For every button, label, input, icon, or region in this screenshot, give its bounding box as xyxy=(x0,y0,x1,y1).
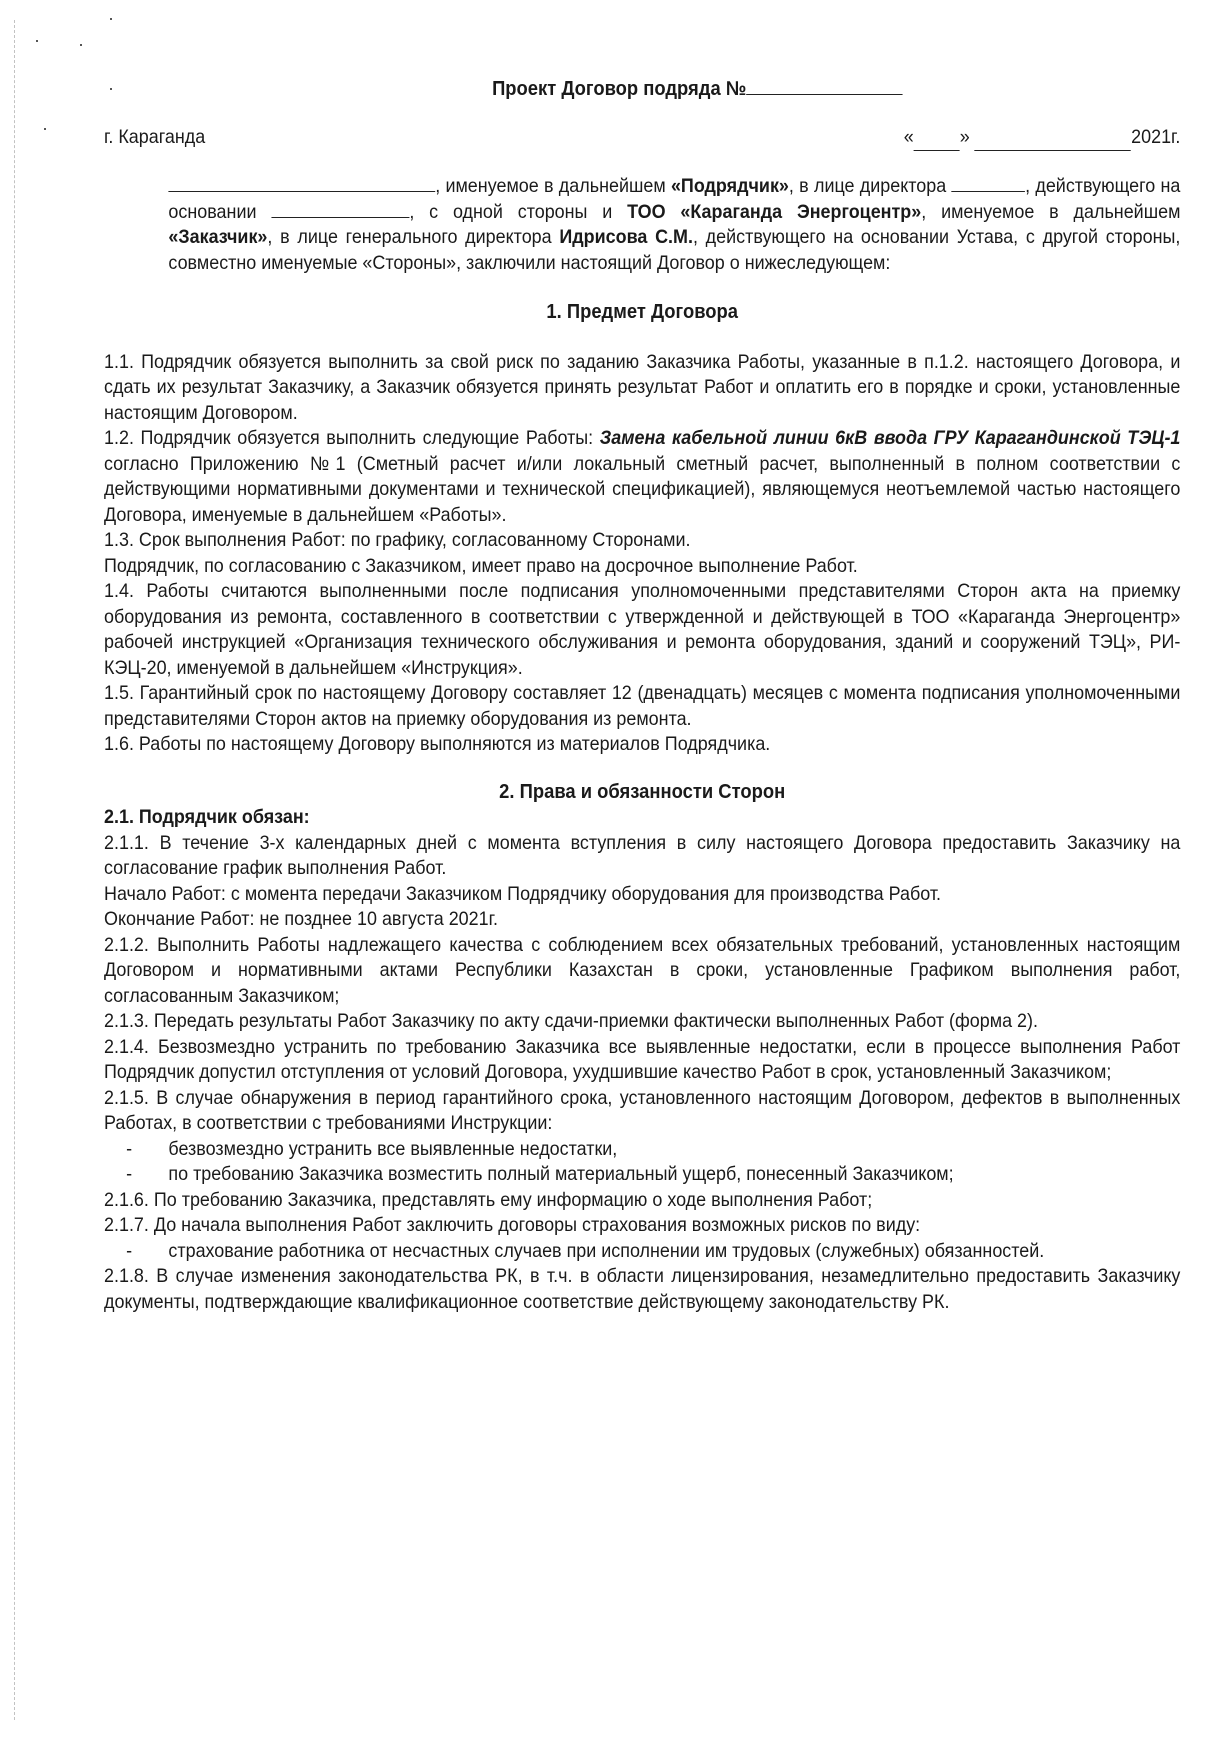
clause-1-2: 1.2. Подрядчик обязуется выполнить следующие Работы: Замена кабельной линии 6кВ ввода ГРУ Карагандинской ТЭЦ-1 согласно Приложению №1 (Сметный расчет и/или локальный сметный расчет, выполненный в полном соответствии с действующими нормативными документами и технической спецификацией), являющемуся неотъемлемой частью настоящего Договора, именуемые в дальнейшем «Работы». xyxy=(104,427,1181,526)
clause-2-1-3: 2.1.3. Передать результаты Работ Заказчику по акту сдачи-приемки фактически выполненных Работ (форма 2). xyxy=(104,1010,1038,1032)
work-description: Замена кабельной линии 6кВ ввода ГРУ Карагандинской ТЭЦ-1 xyxy=(599,427,1181,449)
scan-speck xyxy=(44,128,46,130)
clause-2-1-1: 2.1.1. В течение 3-х календарных дней с момента вступления в силу настоящего Договора предоставить Заказчику на согласование график выполнения Работ. xyxy=(104,831,1181,879)
month-blank xyxy=(975,125,1131,152)
document-body xyxy=(104,76,1181,1315)
work-end: Окончание Работ: не позднее 10 августа 2021г. xyxy=(104,908,498,930)
clause-2-1-6: 2.1.6. По требованию Заказчика, представлять ему информацию о ходе выполнения Работ; xyxy=(104,1188,873,1211)
clause-2-1-7: 2.1.7. До начала выполнения Работ заключить договоры страхования возможных рисков по виду: xyxy=(104,1214,921,1236)
clause-1-3-note: Подрядчик, по согласованию с Заказчиком, имеет право на досрочное выполнение Работ. xyxy=(104,554,858,577)
city-date-line xyxy=(104,125,1180,152)
clause-2-1-4: 2.1.4. Безвозмездно устранить по требованию Заказчика все выявленные недостатки, если в процессе выполнения Работ Подрядчик допустил отступления от условий Договора, ухудшившие качество Работ в срок, установленный Заказчиком; xyxy=(104,1035,1181,1083)
bullet-dash: - xyxy=(126,1239,133,1262)
clause-2-1: 2.1. Подрядчик обязан: xyxy=(104,806,310,828)
list-item: - безвозмездно устранить все выявленные недостатки, xyxy=(104,1137,1180,1163)
director-name-blank xyxy=(952,175,1026,192)
contract-number-blank xyxy=(746,76,902,95)
clause-1-3: 1.3. Срок выполнения Работ: по графику, согласованному Сторонами. xyxy=(104,529,691,551)
clause-2-1-5: 2.1.5. В случае обнаружения в период гарантийного срока, установленного настоящим Договором, дефектов в выполненных Работах, в соответствии с требованиями Инструкции: xyxy=(104,1086,1181,1134)
section-1-heading: 1. Предмет Договора xyxy=(546,301,738,323)
clause-2-1-2: 2.1.2. Выполнить Работы надлежащего качества с соблюдением всех обязательных требований, установленных настоящим Договором и нормативными актами Республики Казахстан в сроки, установленные Графиком выполнения работ, согласованным Заказчиком; xyxy=(104,933,1181,1007)
clause-1-4: 1.4. Работы считаются выполненными после подписания уполномоченными представителями Сторон акта на приемку оборудования из ремонта, составленного в соответствии с утвержденной и действующей в ТОО «Караганда Энергоцентр» рабочей инструкцией «Организация технического обслуживания и ремонта оборудования, зданий и сооружений ТЭЦ», РИ-КЭЦ-20, именуемой в дальнейшем «Инструкция». xyxy=(104,580,1181,679)
section-2-heading: 2. Права и обязанности Сторон xyxy=(499,780,786,803)
scan-speck xyxy=(36,40,38,42)
day-blank xyxy=(914,125,960,152)
scan-margin-artifact xyxy=(14,20,16,1720)
clause-1-1: 1.1. Подрядчик обязуется выполнить за свой риск по заданию Заказчика Работы, указанные в п.1.2. настоящего Договора, и сдать их результат Заказчику, а Заказчик обязуется принять результат Работ и оплатить его в порядке и сроки, установленные настоящим Договором. xyxy=(104,350,1181,424)
clause-1-6: 1.6. Работы по настоящему Договору выполняются из материалов Подрядчика. xyxy=(104,733,771,755)
list-item: - по требованию Заказчика возместить полный материальный ущерб, понесенный Заказчиком; xyxy=(104,1162,1180,1188)
scan-speck xyxy=(110,18,112,20)
preamble: , именуемое в дальнейшем «Подрядчик», в лице директора , действующего на основании , с одной стороны и ТОО «Караганда Энергоцентр», именуемое в дальнейшем «Заказчик», в лице генерального директора Идрисова С.М., действующего на основании Устава, с другой стороны, совместно именуемые «Стороны», заключили настоящий Договор о нижеследующем: xyxy=(168,175,1181,274)
clause-2-1-8: 2.1.8. В случае изменения законодательства РК, в т.ч. в области лицензирования, незамедлительно предоставить Заказчику документы, подтверждающие квалификационное соответствие действующему законодательству РК. xyxy=(104,1265,1181,1313)
date-field: « » 2021г. xyxy=(904,125,1181,152)
city: г. Караганда xyxy=(104,125,206,148)
bullet-dash: - xyxy=(126,1163,133,1185)
clause-1-5: 1.5. Гарантийный срок по настоящему Договору составляет 12 (двенадцать) месяцев с момента подписания уполномоченными представителями Сторон актов на приемку оборудования из ремонта. xyxy=(104,682,1181,730)
bullet-dash: - xyxy=(126,1137,133,1160)
basis-blank xyxy=(271,201,409,218)
list-item: - страхование работника от несчастных случаев при исполнении им трудовых (служебных) обязанностей. xyxy=(104,1239,1180,1265)
work-start: Начало Работ: с момента передачи Заказчиком Подрядчику оборудования для производства Работ. xyxy=(104,882,942,905)
contractor-name-blank xyxy=(168,175,435,192)
document-title: Проект Договор подряда № xyxy=(214,76,1180,103)
scan-speck xyxy=(80,44,82,46)
